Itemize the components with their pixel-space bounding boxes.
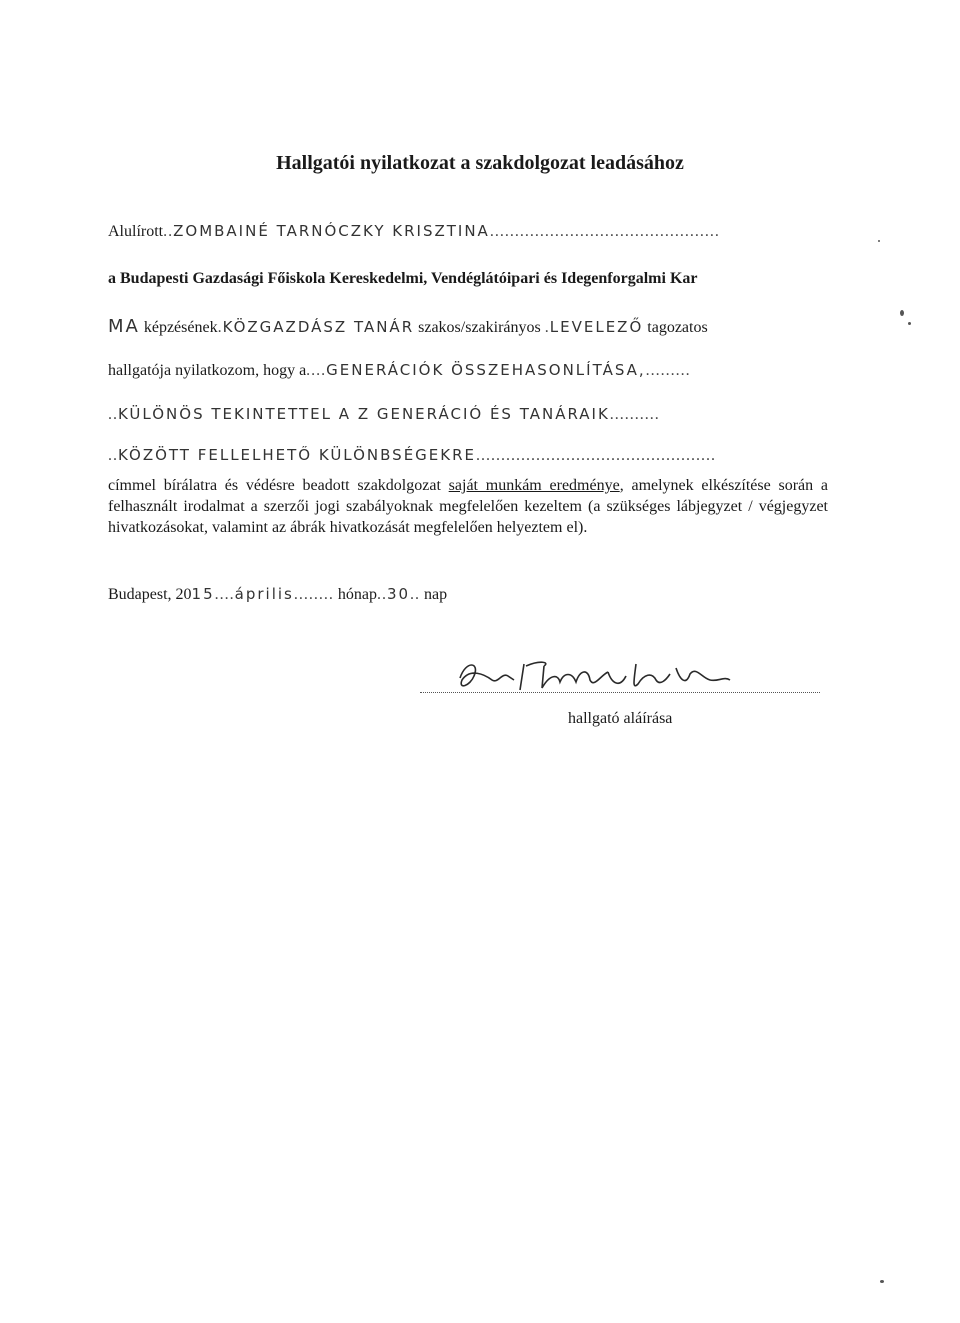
specialization-label: szakos/szakirányos bbox=[418, 319, 541, 336]
paragraph-text-end: , amelynek elkészítése során a felhasznált irodalmat a szerzői jogi szabályoknak megfelelően kezeltem (a szükséges lábjegyzet / végjegyzet hivatkozásokat, valamint az ábrák hivatkozását megfelelően helyeztem el). bbox=[108, 477, 829, 536]
scan-speck bbox=[900, 310, 904, 316]
mode-label: tagozatos bbox=[647, 319, 708, 336]
program-value: KÖZGAZDÁSZ TANÁR bbox=[222, 318, 415, 336]
thesis-title-part-1: GENERÁCIÓK ÖSSZEHASONLÍTÁSA, bbox=[326, 361, 646, 379]
day-label: nap bbox=[424, 586, 448, 603]
name-label: Alulírott bbox=[108, 223, 164, 240]
name-value: ZOMBAINÉ TARNÓCZKY KRISZTINA bbox=[173, 222, 490, 240]
paragraph-text-start: címmel bírálatra és védésre beadott szakdolgozat bbox=[108, 477, 441, 494]
date-day: 30 bbox=[386, 585, 411, 603]
declaration-label: hallgatója nyilatkozom, hogy a bbox=[108, 362, 307, 379]
institution-line: a Budapesti Gazdasági Főiskola Kereskedelmi, Vendéglátóipari és Idegenforgalmi Kar bbox=[108, 270, 698, 287]
thesis-title-line-2: ..KÜLÖNÖS TEKINTETTEL A Z GENERÁCIÓ ÉS TANÁRAIK.......... bbox=[108, 405, 660, 423]
thesis-title-line-1: hallgatója nyilatkozom, hogy a....GENERÁCIÓK ÖSSZEHASONLÍTÁSA,......... bbox=[108, 361, 691, 379]
degree-value: MA bbox=[108, 316, 140, 337]
scan-speck bbox=[880, 1280, 884, 1283]
declaration-paragraph bbox=[108, 475, 828, 538]
signature-area bbox=[420, 650, 820, 740]
date-line: Budapest, 2015....április........ hónap..30.. nap bbox=[108, 585, 448, 603]
month-label: hónap bbox=[337, 586, 377, 603]
paragraph-emphasis: saját munkám eredménye bbox=[448, 477, 620, 494]
signature-label: hallgató aláírása bbox=[568, 710, 673, 727]
date-prefix: Budapest, 20 bbox=[108, 586, 192, 603]
program-label: képzésének bbox=[143, 319, 218, 336]
scan-speck bbox=[878, 240, 880, 242]
document-title: Hallgatói nyilatkozat a szakdolgozat leadásához bbox=[276, 152, 684, 174]
mode-value: LEVELEZŐ bbox=[549, 318, 644, 336]
date-year-suffix: 15 bbox=[191, 585, 215, 603]
name-line: Alulírott..ZOMBAINÉ TARNÓCZKY KRISZTINA.............................................. bbox=[108, 222, 720, 240]
date-month: április bbox=[234, 585, 294, 603]
thesis-title-part-3: KÖZÖTT FELLELHETŐ KÜLÖNBSÉGEKRE bbox=[118, 446, 477, 464]
program-line: MA képzésének.KÖZGAZDÁSZ TANÁR szakos/szakirányos .LEVELEZŐ tagozatos bbox=[108, 316, 708, 337]
scan-speck bbox=[908, 322, 911, 325]
thesis-title-part-2: KÜLÖNÖS TEKINTETTEL A Z GENERÁCIÓ ÉS TANÁRAIK bbox=[118, 405, 610, 423]
signature-line bbox=[420, 692, 820, 693]
thesis-title-line-3: ..KÖZÖTT FELLELHETŐ KÜLÖNBSÉGEKRE................................................ bbox=[108, 446, 717, 464]
